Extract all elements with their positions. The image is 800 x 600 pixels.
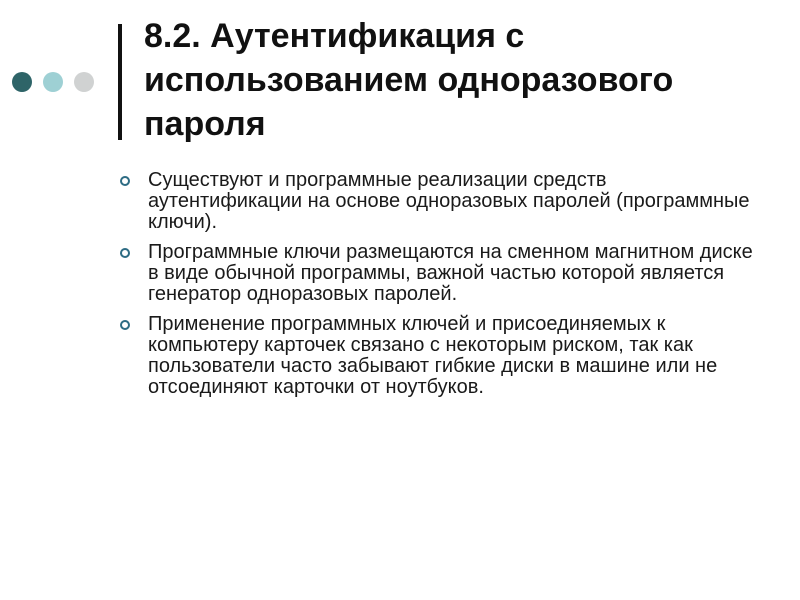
title-divider-line [118,24,122,140]
bullet-ring-icon [120,320,130,330]
slide-title: 8.2. Аутентификация с использованием одноразового пароля [144,17,674,143]
bullet-item [118,314,758,398]
bullet-item [118,242,758,305]
bullet-ring-icon [120,248,130,258]
decorative-dots [12,72,94,92]
bullet-text: Применение программных ключей и присоединяемых к компьютеру карточек связано с некоторым риском, так как пользователи часто забывают гибкие диски в машине или не отсоединяют карточки от ноутбуков. [148,313,718,398]
bullet-text: Существуют и программные реализации средств аутентификации на основе одноразовых паролей (программные ключи). [148,169,750,233]
bullet-ring-icon [120,176,130,186]
bullet-item [118,170,758,233]
gray-dot-icon [74,72,94,92]
dark-teal-dot-icon [12,72,32,92]
bullet-list [118,170,758,407]
bullet-text: Программные ключи размещаются на сменном магнитном диске в виде обычной программы, важной частью которой является генератор одноразовых паролей. [148,241,753,305]
light-teal-dot-icon [43,72,63,92]
